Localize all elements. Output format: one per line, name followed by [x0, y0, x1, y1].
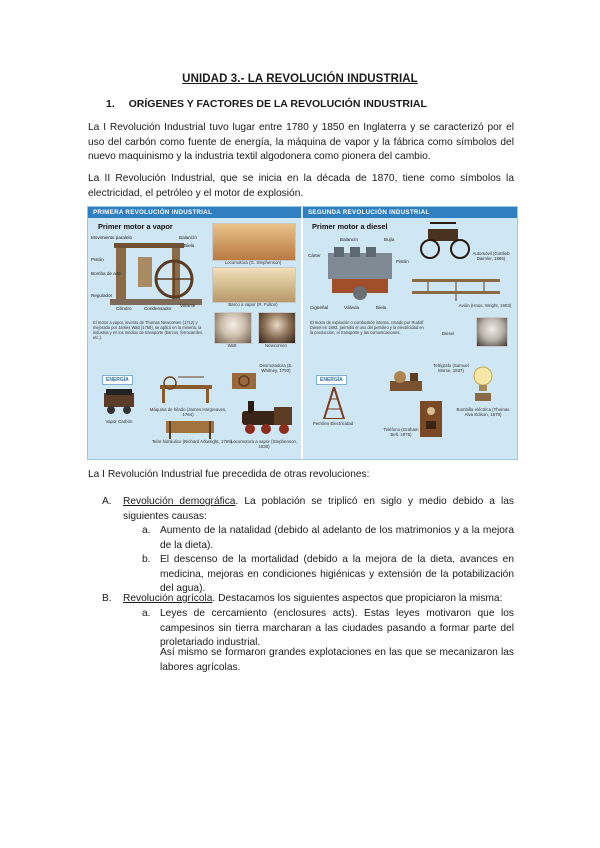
spinning-jenny-illustration: [158, 375, 214, 405]
left-energy-caption: Vapor Carbón: [105, 419, 133, 424]
list-marker: A.: [102, 496, 112, 507]
list-marker: B.: [102, 593, 112, 604]
document-title: UNIDAD 3.- LA REVOLUCIÓN INDUSTRIAL: [182, 73, 418, 85]
part-label: Movimiento paralelo: [91, 235, 133, 240]
sublist-item: El descenso de la mortalidad (debido a la mejora de la dieta, avances en medicina, mejoras en condiciones higiénicas y extensión de la potabilización del agua).: [160, 554, 514, 595]
cotton-gin-caption: Desmotadora (E. Whitney, 1793): [259, 363, 293, 373]
paragraph-1: La I Revolución Industrial tuvo lugar entre 1780 y 1850 en Inglaterra y se caracterizó por el uso del carbón como fuente de energía, la máquina de vapor y la fábrica como símbolos del nuevo maquinismo y la industria textil algodonera como pionera del cambio.: [88, 122, 514, 163]
diesel-part-label: Balancín: [340, 237, 358, 242]
newcomen-portrait: [258, 312, 296, 344]
watt-caption: Watt: [227, 343, 237, 348]
sublist-item: Aumento de la natalidad (debido al adelanto de los matrimonios y a la mejora de la dieta).: [160, 525, 514, 551]
coal-cart-illustration: [102, 389, 136, 415]
water-frame-illustration: [164, 417, 216, 439]
section-heading: [106, 98, 427, 110]
spinning-jenny-caption: Máquina de hilado (James Hargreaves, 1764): [149, 407, 227, 417]
sublist-item: Leyes de cercamiento (enclosures acts). Estas leyes motivaron que los campesinos sin tierra marcharan a las ciudades pasando a formar parte del proletariado industrial.: [160, 608, 514, 649]
automobile-caption: Automóvil (Gottlieb Daimler, 1886): [472, 251, 510, 261]
watt-portrait: [214, 312, 252, 344]
telephone-caption: Teléfono (Graham Bell, 1876): [383, 427, 419, 437]
diesel-part-label: Biela: [376, 305, 387, 310]
section-title: ORÍGENES Y FACTORES DE LA REVOLUCIÓN INDUSTRIAL: [128, 98, 427, 110]
part-label: Regulador: [91, 293, 113, 298]
airplane-caption: Avión (Hnos. Wright, 1903): [458, 303, 512, 308]
telegraph-caption: Telégrafo (Samuel Morse, 1837): [433, 363, 469, 373]
list-item: [123, 592, 514, 607]
right-energy-caption: Petróleo Electricidad: [312, 421, 354, 426]
panel-divider: [301, 218, 303, 459]
paragraph-3: La I Revolución Industrial fue precedida de otras revoluciones:: [88, 469, 370, 480]
telegraph-illustration: [388, 367, 424, 393]
left-subtitle: Primer motor a vapor: [98, 222, 173, 231]
sublist-marker: b.: [142, 554, 151, 565]
oil-derrick-illustration: [322, 387, 346, 419]
part-label: Balancín: [179, 235, 197, 240]
part-label: Cilindro: [116, 306, 132, 311]
telephone-illustration: [418, 399, 444, 439]
right-description: El motor de explosión o combustión interna, creado por Rudolf Diesel en 1893, permitió el uso del petróleo y la electricidad en la producción, el transporte y las comunicaciones.: [310, 320, 424, 335]
light-bulb-caption: Bombilla eléctrica (Thomas Alva Edison, 1879): [456, 407, 510, 417]
part-label: Biela: [184, 243, 195, 248]
newcomen-caption: Newcomen: [265, 343, 287, 348]
diesel-caption: Diesel: [441, 331, 455, 336]
diesel-part-label: Cigüeñal: [310, 305, 329, 310]
steam-locomotive-illustration: [234, 399, 296, 435]
sublist-marker: a.: [142, 608, 151, 619]
part-label: Volante: [180, 303, 196, 308]
part-label: Pistón: [91, 257, 104, 262]
section-number: 1.: [106, 98, 115, 110]
diesel-part-label: Bujía: [384, 237, 395, 242]
diesel-part-label: Cárter: [308, 253, 321, 258]
revolution-infographic: [87, 206, 518, 460]
airplane-illustration: [408, 275, 504, 303]
sublist-item-continuation: Así mismo se formaron grandes explotaciones en las que se mecanizaron las labores agrícolas.: [160, 647, 514, 673]
list-term: Revolución demográfica: [123, 496, 236, 507]
sublist-marker: a.: [142, 525, 151, 536]
list-item: [123, 495, 514, 524]
left-energy-badge: ENERGÍA: [102, 375, 133, 385]
water-frame-caption: Telar hidráulico (Richard Arkwright, 1769): [151, 439, 233, 444]
diesel-part-label: Válvula: [344, 305, 360, 310]
left-description: El motor a vapor, invento de Thomas Newcomen (1712) y mejorado por James Watt (1769), se aplicó en la minería, la industria y en los medios de transporte (barcos, ferrocarriles, etc.).: [93, 320, 204, 340]
part-label: Bomba de aire: [91, 271, 121, 276]
part-label: Condensador: [144, 306, 172, 311]
diesel-portrait: [476, 317, 508, 347]
steamboat-caption: Barco a vapor (R. Fulton): [228, 302, 278, 307]
list-term: Revolución agrícola: [123, 593, 213, 604]
paragraph-2: La II Revolución Industrial, que se inicia en la década de 1870, tiene como símbolos la electricidad, el petróleo y el motor de explosión.: [88, 173, 514, 199]
right-panel-header: SEGUNDA REVOLUCIÓN INDUSTRIAL: [303, 207, 517, 218]
right-subtitle: Primer motor a diesel: [312, 222, 388, 231]
light-bulb-illustration: [472, 365, 494, 403]
diesel-engine-illustration: [324, 247, 396, 301]
diesel-part-label: Pistón: [396, 259, 409, 264]
right-energy-badge: ENERGÍA: [316, 375, 347, 385]
steamboat-image: [212, 267, 296, 303]
steam-locomotive-caption: Locomotora a vapor (Stephenson, 1830): [230, 439, 298, 449]
list-text: . La población se triplicó en siglo y medio debido a las siguientes causas:: [123, 496, 515, 522]
locomotive-caption: Locomotora (G. Stephenson): [224, 260, 282, 265]
left-panel-header: PRIMERA REVOLUCIÓN INDUSTRIAL: [88, 207, 301, 218]
list-text: . Destacamos los siguientes aspectos que propiciaron la misma:: [212, 593, 503, 604]
locomotive-image: [212, 223, 296, 261]
